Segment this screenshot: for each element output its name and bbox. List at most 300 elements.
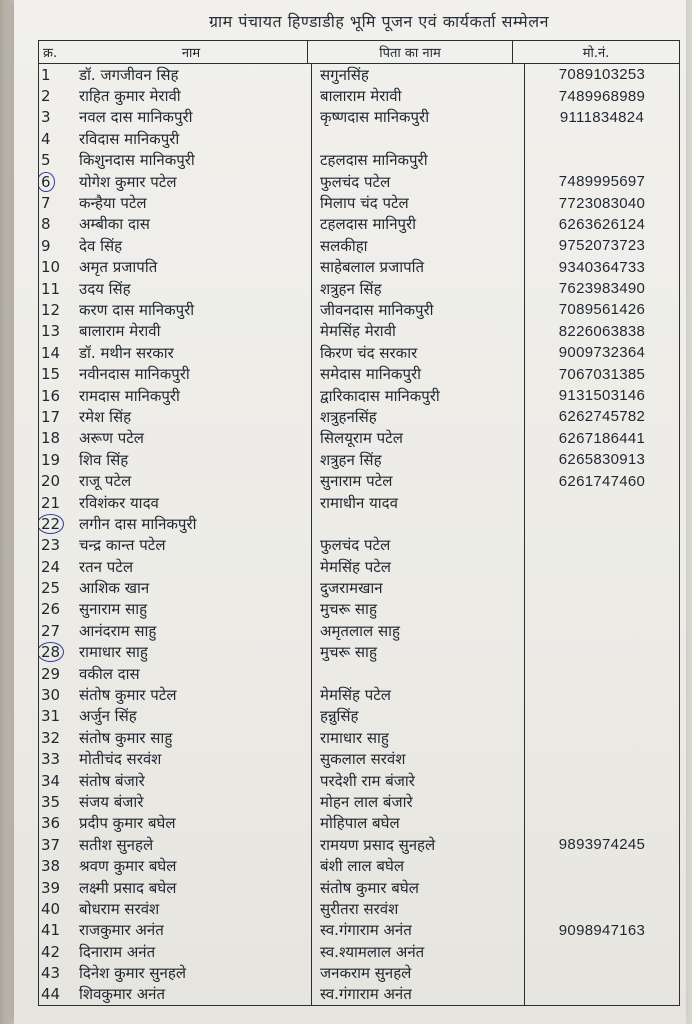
table-row (39, 642, 679, 663)
table-row (39, 620, 679, 641)
row-name-text: संतोष कुमार साहु (79, 728, 173, 747)
row-father-name-text: शत्रुहन सिंह (320, 279, 382, 298)
row-father-name (312, 663, 525, 684)
row-mobile (525, 599, 679, 620)
row-father-name (312, 385, 525, 406)
row-serial-text: 13 (41, 322, 61, 341)
row-mobile (525, 192, 679, 213)
row-father-name (312, 192, 525, 213)
row-mobile (525, 299, 679, 320)
row-father-name (312, 257, 525, 278)
row-serial-text: 9 (41, 236, 51, 255)
row-name-text: अमृत प्रजापति (79, 258, 158, 277)
row-name-text: चन्द्र कान्त पटेल (79, 536, 166, 555)
row-father-name-text: रामाधार साहु (320, 728, 389, 747)
row-serial-text: 17 (41, 407, 61, 426)
row-serial-text: 23 (41, 536, 61, 555)
row-serial-text: 10 (41, 258, 61, 277)
row-name-text: दिनेश कुमार सुनहले (79, 964, 187, 983)
row-mobile (525, 684, 679, 705)
row-father-name (312, 64, 525, 85)
row-father-name-text: जीवनदास मानिकपुरी (320, 300, 434, 319)
row-mobile (525, 321, 679, 342)
row-name-text: आशिक खान (79, 579, 150, 598)
row-father-name (312, 278, 525, 299)
row-serial (39, 321, 73, 342)
row-serial-text: 16 (41, 386, 61, 405)
row-serial-text: 43 (41, 964, 61, 983)
row-name (73, 770, 312, 791)
table-row (39, 727, 679, 748)
row-name-text: राजू पटेल (79, 472, 132, 491)
row-name-text: प्रदीप कुमार बघेल (79, 814, 176, 833)
row-name (73, 192, 312, 213)
row-name (73, 984, 312, 1005)
row-mobile (525, 577, 679, 598)
row-mobile (525, 920, 679, 941)
row-name-text: करण दास मानिकपुरी (79, 300, 195, 319)
row-father-name (312, 150, 525, 171)
row-name-text: राहित कुमार मेरावी (79, 87, 181, 106)
row-mobile (525, 150, 679, 171)
row-father-name (312, 470, 525, 491)
row-serial-text: 18 (41, 429, 61, 448)
table-row (39, 321, 679, 342)
row-mobile (525, 171, 679, 192)
row-serial (39, 834, 73, 855)
row-father-name (312, 791, 525, 812)
document-page (14, 0, 686, 1024)
table-row (39, 150, 679, 171)
row-name (73, 342, 312, 363)
row-serial-text: 27 (41, 621, 61, 640)
row-serial-text: 30 (41, 686, 61, 705)
row-mobile-text: 9340364733 (558, 258, 646, 276)
row-serial (39, 428, 73, 449)
row-father-name (312, 813, 525, 834)
row-father-name-text: रामयण प्रसाद सुनहले (320, 835, 436, 854)
row-father-name-text: बंशी लाल बघेल (320, 857, 405, 876)
row-father-name (312, 321, 525, 342)
row-mobile (525, 855, 679, 876)
row-name-text: डॉ. जगजीवन सिह (79, 65, 179, 84)
row-name (73, 920, 312, 941)
row-name-text: नवल दास मानिकपुरी (79, 108, 193, 127)
row-mobile (525, 749, 679, 770)
row-name (73, 470, 312, 491)
row-name-text: किशुनदास मानिकपुरी (79, 151, 195, 170)
row-serial-text: 34 (41, 771, 61, 790)
row-father-name-text: मोहिपाल बघेल (320, 814, 400, 833)
row-father-name (312, 770, 525, 791)
row-mobile-text: 7067031385 (558, 365, 646, 383)
row-mobile (525, 706, 679, 727)
row-name (73, 385, 312, 406)
row-name (73, 855, 312, 876)
row-name (73, 684, 312, 705)
row-father-name (312, 898, 525, 919)
table-row (39, 85, 679, 106)
row-serial (39, 920, 73, 941)
row-father-name (312, 620, 525, 641)
row-mobile-text: 7489968989 (558, 87, 646, 105)
row-father-name (312, 684, 525, 705)
row-name (73, 898, 312, 919)
row-serial-text: 22 (39, 514, 64, 534)
row-serial (39, 171, 73, 192)
row-father-name (312, 406, 525, 427)
row-mobile (525, 813, 679, 834)
row-name (73, 321, 312, 342)
row-name (73, 749, 312, 770)
table-row (39, 64, 679, 85)
table-row (39, 599, 679, 620)
row-father-name (312, 171, 525, 192)
row-serial (39, 128, 73, 149)
row-serial-text: 8 (41, 215, 51, 234)
row-father-name (312, 920, 525, 941)
table-row (39, 706, 679, 727)
row-father-name (312, 449, 525, 470)
table-row (39, 941, 679, 962)
row-serial (39, 257, 73, 278)
table-row (39, 898, 679, 919)
row-serial (39, 813, 73, 834)
table-row (39, 684, 679, 705)
header-serial: क्र. (43, 46, 58, 61)
row-serial (39, 791, 73, 812)
row-serial (39, 620, 73, 641)
row-name (73, 556, 312, 577)
table-row (39, 749, 679, 770)
row-serial (39, 299, 73, 320)
row-serial (39, 898, 73, 919)
header-father-name: पिता का नाम (308, 41, 513, 63)
row-serial-text: 36 (41, 814, 61, 833)
row-mobile (525, 791, 679, 812)
row-serial-text: 42 (41, 942, 61, 961)
row-father-name (312, 984, 525, 1005)
table-row (39, 470, 679, 491)
row-serial (39, 385, 73, 406)
row-name-text: रविशंकर यादव (79, 493, 159, 512)
row-father-name-text: हन्नुसिंह (320, 707, 359, 726)
row-serial (39, 64, 73, 85)
row-father-name-text: सिलयूराम पटेल (320, 429, 403, 448)
row-father-name-text: मेमसिंह पटेल (320, 557, 391, 576)
row-serial-text: 28 (39, 642, 64, 662)
row-serial-text: 41 (41, 921, 61, 940)
row-mobile-text: 6262745782 (558, 408, 646, 426)
row-name (73, 535, 312, 556)
row-serial (39, 941, 73, 962)
row-name-text: दिनाराम अनंत (79, 942, 156, 961)
table-row (39, 342, 679, 363)
row-serial (39, 877, 73, 898)
row-name-text: सुनाराम साहु (79, 600, 148, 619)
row-serial-text: 29 (41, 664, 61, 683)
row-father-name-text: द्वारिकादास मानिकपुरी (320, 386, 440, 405)
row-father-name-text: मोहन लाल बंजारे (320, 792, 413, 811)
row-serial-text: 19 (41, 450, 61, 469)
table-row (39, 449, 679, 470)
row-serial-text: 7 (41, 194, 51, 213)
row-father-name (312, 363, 525, 384)
row-mobile (525, 428, 679, 449)
row-name-text: योगेश कुमार पटेल (79, 172, 177, 191)
row-name-text: बोधराम सरवंश (79, 899, 160, 918)
row-mobile (525, 363, 679, 384)
row-father-name (312, 749, 525, 770)
row-father-name (312, 577, 525, 598)
row-name (73, 599, 312, 620)
table-row (39, 492, 679, 513)
row-mobile (525, 513, 679, 534)
row-mobile-text: 9131503146 (558, 387, 646, 405)
row-mobile (525, 492, 679, 513)
row-mobile-text: 8226063838 (558, 322, 646, 340)
row-father-name-text: स्व.गंगाराम अनंत (320, 985, 412, 1004)
row-father-name (312, 235, 525, 256)
row-name (73, 513, 312, 534)
row-name-text: रतन पटेल (79, 557, 134, 576)
row-name-text: लक्ष्मी प्रसाद बघेल (79, 878, 177, 897)
row-father-name (312, 706, 525, 727)
row-father-name (312, 535, 525, 556)
row-father-name (312, 855, 525, 876)
row-serial-text: 6 (39, 172, 55, 192)
row-name-text: शिवकुमार अनंत (79, 985, 166, 1004)
row-father-name (312, 492, 525, 513)
row-mobile-text: 9111834824 (559, 108, 645, 126)
row-father-name-text: फुलचंद पटेल (320, 172, 391, 191)
row-serial (39, 85, 73, 106)
row-name-text: रविदास मानिकपुरी (79, 129, 180, 148)
row-serial (39, 642, 73, 663)
row-mobile (525, 278, 679, 299)
row-name-text: मोतीचंद सरवंश (79, 750, 162, 769)
row-mobile (525, 235, 679, 256)
row-serial (39, 278, 73, 299)
row-father-name-text: परदेशी राम बंजारे (320, 771, 415, 790)
row-mobile (525, 642, 679, 663)
table-row (39, 535, 679, 556)
header-name: नाम (75, 41, 308, 63)
row-mobile (525, 984, 679, 1005)
row-father-name-text: दुजरामखान (320, 579, 383, 598)
row-serial-text: 25 (41, 579, 61, 598)
table-row (39, 962, 679, 983)
row-name (73, 64, 312, 85)
row-serial-text: 26 (41, 600, 61, 619)
row-mobile (525, 770, 679, 791)
row-serial (39, 962, 73, 983)
row-serial-text: 38 (41, 857, 61, 876)
row-father-name-text: मुचरू साहु (320, 600, 377, 619)
row-father-name-text: शत्रुहनसिंह (320, 407, 377, 426)
row-father-name-text: सुरीतरा सरवंश (320, 899, 399, 918)
table-row (39, 363, 679, 384)
row-mobile (525, 727, 679, 748)
row-name-text: सतीश सुनहले (79, 835, 154, 854)
row-name-text: अम्बीका दास (79, 215, 150, 234)
row-name-text: वकील दास (79, 664, 140, 683)
row-name (73, 962, 312, 983)
table-row (39, 428, 679, 449)
row-serial (39, 150, 73, 171)
row-serial (39, 727, 73, 748)
row-serial (39, 749, 73, 770)
row-name-text: डॉ. मथीन सरकार (79, 343, 174, 362)
row-serial-text: 3 (41, 108, 51, 127)
row-serial-text: 21 (41, 493, 61, 512)
row-serial (39, 513, 73, 534)
row-name-text: उदय सिंह (79, 279, 131, 298)
row-serial (39, 107, 73, 128)
row-mobile (525, 898, 679, 919)
table-row (39, 171, 679, 192)
row-father-name (312, 85, 525, 106)
row-father-name-text: स्व.गंगाराम अनंत (320, 921, 412, 940)
row-mobile-text: 6263626124 (558, 215, 646, 233)
row-father-name-text: शत्रुहन सिंह (320, 450, 382, 469)
table-row (39, 128, 679, 149)
row-mobile (525, 257, 679, 278)
row-serial (39, 492, 73, 513)
row-mobile (525, 406, 679, 427)
row-serial-text: 20 (41, 472, 61, 491)
row-name (73, 663, 312, 684)
row-mobile-text: 6267186441 (558, 429, 646, 447)
row-father-name-text: टहलदास मानिकपुरी (320, 151, 428, 170)
row-name (73, 577, 312, 598)
table-row (39, 791, 679, 812)
row-mobile (525, 107, 679, 128)
table-row (39, 214, 679, 235)
row-father-name-text: फुलचंद पटेल (320, 536, 391, 555)
row-father-name-text: मेमसिंह मेरावी (320, 322, 396, 341)
row-father-name (312, 962, 525, 983)
row-serial-text: 14 (41, 343, 61, 362)
row-mobile-text: 7089561426 (558, 301, 646, 319)
row-father-name-text: सुनाराम पटेल (320, 472, 393, 491)
row-father-name-text: सगुनसिंह (320, 65, 369, 84)
row-father-name-text: समेदास मानिकपुरी (320, 365, 421, 384)
row-name (73, 299, 312, 320)
table-row (39, 577, 679, 598)
table-header (39, 41, 679, 64)
attendee-table (38, 40, 680, 1006)
row-mobile (525, 877, 679, 898)
row-serial (39, 535, 73, 556)
row-name (73, 642, 312, 663)
row-serial (39, 577, 73, 598)
row-serial (39, 663, 73, 684)
row-mobile (525, 85, 679, 106)
document-title: ग्राम पंचायत हिण्डाडीह भूमि पूजन एवं कार्यकर्ता सम्मेलन (209, 12, 549, 31)
row-serial-text: 12 (41, 300, 61, 319)
row-father-name (312, 107, 525, 128)
row-father-name-text: किरण चंद सरकार (320, 343, 418, 362)
table-row (39, 257, 679, 278)
row-mobile (525, 64, 679, 85)
table-row (39, 813, 679, 834)
row-serial-text: 2 (41, 87, 51, 106)
row-name (73, 727, 312, 748)
row-serial (39, 556, 73, 577)
row-serial-text: 1 (41, 65, 51, 84)
row-father-name-text: मेमसिंह पटेल (320, 686, 391, 705)
table-row (39, 920, 679, 941)
row-mobile (525, 556, 679, 577)
row-serial (39, 449, 73, 470)
row-father-name (312, 877, 525, 898)
row-name (73, 492, 312, 513)
row-serial-text: 11 (41, 279, 61, 298)
row-father-name (312, 513, 525, 534)
row-name (73, 235, 312, 256)
row-serial (39, 706, 73, 727)
table-row (39, 663, 679, 684)
table-row (39, 406, 679, 427)
table-row (39, 513, 679, 534)
row-father-name (312, 299, 525, 320)
row-serial-text: 44 (41, 985, 61, 1004)
row-mobile (525, 834, 679, 855)
row-father-name-text: सुकलाल सरवंश (320, 750, 406, 769)
row-father-name-text: साहेबलाल प्रजापति (320, 258, 425, 277)
row-name (73, 128, 312, 149)
row-mobile (525, 620, 679, 641)
row-serial (39, 984, 73, 1005)
row-father-name-text: सलकीहा (320, 236, 368, 255)
row-father-name (312, 342, 525, 363)
row-name (73, 706, 312, 727)
row-name (73, 620, 312, 641)
row-name-text: देव सिंह (79, 236, 123, 255)
row-mobile (525, 941, 679, 962)
row-name (73, 363, 312, 384)
row-serial-text: 4 (41, 129, 51, 148)
row-mobile (525, 663, 679, 684)
row-serial-text: 32 (41, 728, 61, 747)
row-father-name-text: कृष्णदास मानिकपुरी (320, 108, 430, 127)
row-serial (39, 363, 73, 384)
table-row (39, 877, 679, 898)
row-name (73, 257, 312, 278)
row-serial-text: 37 (41, 835, 61, 854)
row-name (73, 791, 312, 812)
row-serial-text: 31 (41, 707, 61, 726)
row-name-text: अरूण पटेल (79, 429, 144, 448)
row-mobile-text: 9009732364 (558, 344, 646, 362)
row-mobile (525, 385, 679, 406)
row-father-name (312, 642, 525, 663)
row-name (73, 941, 312, 962)
row-name-text: श्रवण कुमार बघेल (79, 857, 177, 876)
table-row (39, 385, 679, 406)
table-row (39, 299, 679, 320)
row-father-name-text: टहलदास मानिपुरी (320, 215, 417, 234)
row-father-name (312, 941, 525, 962)
row-name (73, 406, 312, 427)
paper-edge-shadow (0, 0, 14, 1024)
table-row (39, 107, 679, 128)
row-name-text: आनंदराम साहु (79, 621, 157, 640)
row-father-name-text: स्व.श्यामलाल अनंत (320, 942, 425, 961)
row-serial (39, 684, 73, 705)
row-serial-text: 24 (41, 557, 61, 576)
